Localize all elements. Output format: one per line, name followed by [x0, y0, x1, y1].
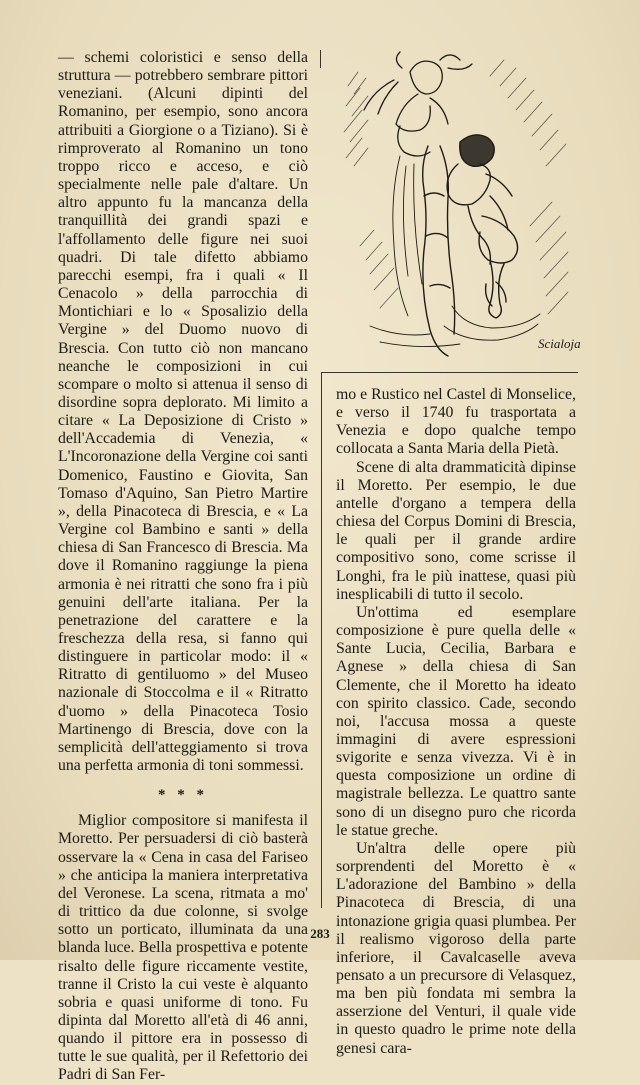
right-paragraph-4: Un'altra delle opere più sorprendenti del Moretto è « L'adorazione del Bambino » della Pinacoteca di Brescia, di una intonazione grigia quasi plumbea. Per il realismo vigoroso della parte inferiore, il Cavalcaselle aveva pensato a un precursore di Velasquez, ma ben più fondata mi sembra la asserzione del Venturi, il quale vide in questo quadro le prime note della genesi cara-	[336, 839, 576, 1057]
illustration-drawing	[340, 46, 582, 368]
section-separator: * * *	[158, 787, 208, 804]
left-paragraph-1: — schemi coloristici e senso della struttura — potrebbero sembrare pittori veneziani. (Alcuni dipinti del Romanino, per esempio, sono ancora attribuiti a Giorgione o a Tiziano). Si è rimproverato al Romanino un tono troppo ricco e acceso, e ciò specialmente nelle pale d'altare. Un altro appunto fu la mancanza della tranquillità dei grandi spazi e l'affollamento delle figure nei suoi quadri. Di tale difetto abbiamo parecchi esempi, fra i quali « Il Cenacolo » della parrocchia di Montichiari e lo « Sposalizio della Vergine » del Duomo nuovo di Brescia. Con tutto ciò non mancano neanche le composizioni in cui scompare o molto si attenua il senso di disordine sopra deplorato. Mi limito a citare « La Deposizione di Cristo » dell'Accademia di Venezia, « L'Incoronazione della Vergine coi santi Domenico, Faustino e Giovita, San Tomaso d'Aquino, San Pietro Martire », della Pinacoteca di Brescia, e « La Vergine col Bambino e santi » della chiesa di San Francesco di Brescia. Ma dove il Romanino raggiunge la piena armonia è nei ritratti che sono fra i più genuini dell'arte italiana. Per la penetrazione del carattere e la freschezza della resa, si fanno qui distinguere in particolar modo: il « Ritratto di gentiluomo » del Museo nazionale di Stoccolma e il « Ritratto d'uomo » della Pinacoteca Tosio Martinengo di Brescia, dove con la semplicità dell'atteggiamento si trova una perfetta armonia di toni sommessi.	[58, 49, 308, 775]
left-paragraph-2: Miglior compositore si manifesta il Moretto. Per persuadersi di ciò basterà osservare la « Cena in casa del Fariseo » che anticipa la maniera interpretativa del Veronese. La scena, ritmata a mo' di trittico da due colonne, si svolge sotto un porticato, illuminata da una blanda luce. Bella prospettiva e potente risalto delle figure riccamente vestite, tranne il Cristo la cui veste è alquanto sobria e quasi uniforme di tono. Fu dipinta dal Moretto all'età di 46 anni, quando il pittore era in possesso di tutte le sue qualità, per il Refettorio dei Padri di San Fer-	[58, 812, 308, 1084]
illustration-underline	[322, 372, 578, 373]
column-divider	[321, 372, 322, 908]
column-divider-upper	[320, 50, 321, 68]
right-paragraph-3: Un'ottima ed esemplare composizione è pure quella delle « Sante Lucia, Cecilia, Barbara e Agnese » della chiesa di San Clemente, che il Moretto ha ideato con spirito classico. Cade, secondo noi, l'accusa mossa a queste immagini di avere espressioni svigorite e senza vivezza. Vi è in questa composizione un ordine di magistrale bellezza. Le quattro sante sono di un disegno puro che ricorda le statue greche.	[336, 603, 576, 839]
right-paragraph-2: Scene di alta drammaticità dipinse il Moretto. Per esempio, le due antelle d'organo a tempera della chiesa del Corpus Domini di Brescia, le quali per il grande ardire compositivo sono, come scrisse il Longhi, fra le più inattese, quasi più inesplicabili di tutto il secolo.	[336, 458, 576, 603]
right-column	[336, 386, 576, 1058]
page-number: 283	[310, 926, 330, 941]
right-paragraph-1: mo e Rustico nel Castel di Monselice, e verso il 1740 fu trasportata a Venezia e dopo qualche tempo collocata a Santa Maria della Pietà.	[336, 386, 576, 458]
illustration-signature: Scialoja	[538, 336, 581, 351]
